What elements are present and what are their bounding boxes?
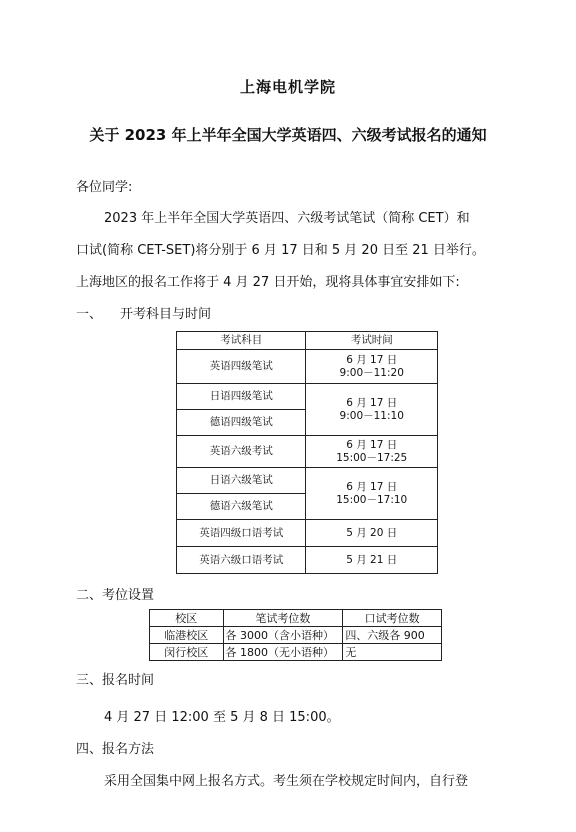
table-row [150,627,442,644]
notice-title: 关于 2023 年上半年全国大学英语四、六级考试报名的通知 [89,126,487,144]
subject-cell: 日语四级笔试 [177,384,306,410]
school-name: 上海电机学院 [239,78,336,96]
oral-seats-cell: 四、六级各 900 [343,627,442,644]
time-text: 15:00－17:10 [336,493,408,506]
table-header-row [177,332,438,350]
section-1-number: 一、 [76,307,103,322]
subject-cell: 英语四级口语考试 [177,520,306,547]
greeting: 各位同学: [76,180,133,195]
oral-seats-cell: 无 [343,644,442,661]
time-cell [306,436,438,468]
date-text: 6 月 17 日 [346,438,398,451]
written-seats-cell: 各 3000（含小语种） [223,627,343,644]
campus-cell: 闵行校区 [150,644,224,661]
subject-cell: 英语六级考试 [177,436,306,468]
header-subject: 考试科目 [177,332,306,350]
seat-allocation-table [149,609,442,661]
time-text: 15:00－17:25 [336,451,408,464]
header-time: 考试时间 [306,332,438,350]
section-2-title: 二、考位设置 [76,588,155,603]
section-4-text: 采用全国集中网上报名方式。考生须在学校规定时间内，自行登 [104,774,469,789]
date-text: 6 月 17 日 [346,353,398,366]
time-cell [306,384,438,436]
subject-cell: 德语六级笔试 [177,494,306,520]
table-header-row [150,610,442,627]
date-text: 6 月 17 日 [346,396,398,409]
exam-schedule-table [176,331,438,574]
time-text: 9:00－11:20 [339,366,404,379]
header-campus: 校区 [150,610,224,627]
intro-line-1: 2023 年上半年全国大学英语四、六级考试笔试（简称 CET）和 [104,211,470,226]
section-3-text: 4 月 27 日 12:00 至 5 月 8 日 15:00。 [104,710,340,725]
table-row [177,547,438,574]
section-4-title: 四、报名方法 [76,742,155,757]
table-row [177,384,438,410]
subject-cell: 英语四级笔试 [177,350,306,384]
written-seats-cell: 各 1800（无小语种） [223,644,343,661]
time-cell: 5 月 21 日 [306,547,438,574]
table-row [150,644,442,661]
intro-line-3: 上海地区的报名工作将于 4 月 27 日开始，现将具体事宜安排如下: [76,275,460,290]
subject-cell: 德语四级笔试 [177,410,306,436]
time-cell [306,350,438,384]
table-row [177,520,438,547]
time-cell [306,468,438,520]
table-row [177,468,438,494]
subject-cell: 日语六级笔试 [177,468,306,494]
subject-cell: 英语六级口语考试 [177,547,306,574]
intro-line-2: 口试(简称 CET-SET)将分别于 6 月 17 日和 5 月 20 日至 21 日举行。 [76,243,485,258]
header-written-seats: 笔试考位数 [223,610,343,627]
section-3-title: 三、报名时间 [76,673,155,688]
section-1-title: 开考科目与时间 [120,307,212,322]
header-oral-seats: 口试考位数 [343,610,442,627]
time-cell: 5 月 20 日 [306,520,438,547]
time-text: 9:00－11:10 [339,409,404,422]
table-row [177,436,438,468]
campus-cell: 临港校区 [150,627,224,644]
table-row [177,350,438,384]
date-text: 6 月 17 日 [346,480,398,493]
